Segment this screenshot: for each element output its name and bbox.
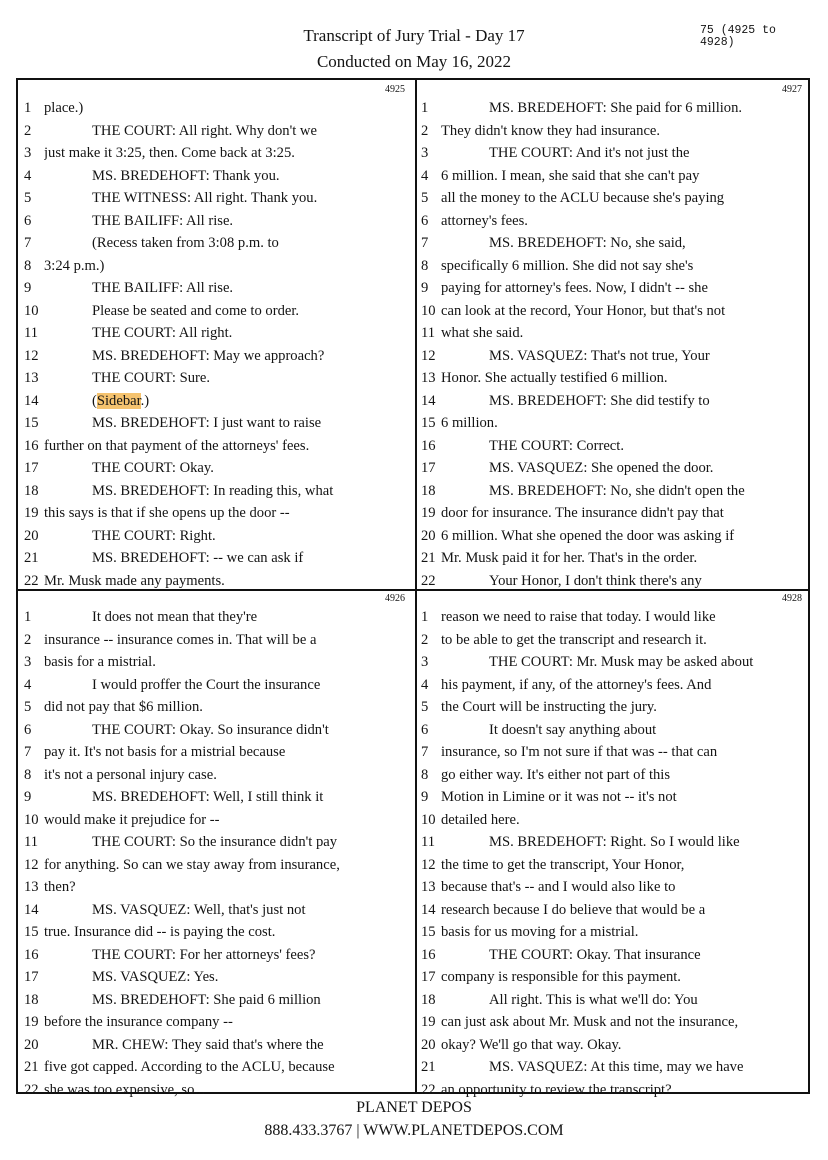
transcript-line <box>24 480 409 503</box>
text-fragment: .) <box>140 392 150 409</box>
transcript-line <box>24 606 409 629</box>
line-number: 8 <box>421 766 429 783</box>
line-text: It does not mean that they're <box>92 609 258 625</box>
line-number: 12 <box>24 856 39 873</box>
line-text: MS. BREDEHOFT: No, she said, <box>489 235 686 251</box>
transcript-line <box>24 944 409 967</box>
line-number: 5 <box>421 699 429 715</box>
line-number: 3 <box>421 654 429 670</box>
transcript-line <box>24 899 409 922</box>
line-text: THE COURT: For her attorneys' fees? <box>92 946 316 963</box>
transcript-line <box>24 435 409 458</box>
line-text: MS. BREDEHOFT: I just want to raise <box>92 415 322 431</box>
transcript-line <box>421 300 806 323</box>
line-number: 13 <box>24 370 39 386</box>
transcript-line <box>421 1034 806 1057</box>
line-text: his payment, if any, of the attorney's fees. And <box>441 676 712 693</box>
line-number: 20 <box>421 1036 436 1053</box>
line-number: 20 <box>421 527 436 544</box>
transcript-line <box>24 255 409 278</box>
transcript-line <box>24 741 409 764</box>
line-text: Please be seated and come to order. <box>92 302 300 319</box>
transcript-line <box>24 1034 409 1057</box>
page-panel-4927 <box>417 82 810 588</box>
transcript-line <box>421 629 806 652</box>
transcript-line <box>24 966 409 989</box>
line-text: the Court will be instructing the jury. <box>441 699 657 715</box>
footer-company: PLANET DEPOS <box>356 1099 472 1116</box>
line-text: THE COURT: All right. <box>92 325 233 341</box>
line-text: because that's -- and I would also like to <box>441 879 676 895</box>
line-text: research because I do believe that would be a <box>441 901 706 918</box>
line-number: 8 <box>24 766 32 783</box>
line-text: specifically 6 million. She did not say she's <box>441 257 694 274</box>
transcript-line <box>421 719 806 742</box>
line-number: 12 <box>24 347 39 364</box>
transcript-line <box>24 1056 409 1079</box>
line-number: 11 <box>421 834 436 850</box>
line-number: 17 <box>24 460 39 476</box>
line-text: MS. VASQUEZ: She opened the door. <box>489 460 714 476</box>
line-number: 11 <box>421 325 436 341</box>
line-number: 13 <box>421 370 436 386</box>
line-number: 19 <box>24 505 39 521</box>
line-number: 22 <box>421 572 436 588</box>
transcript-line <box>421 1011 806 1034</box>
line-text: They didn't know they had insurance. <box>441 122 661 139</box>
line-number: 18 <box>24 482 39 499</box>
line-number: 7 <box>421 744 429 760</box>
line-text: 6 million. I mean, she said that she can't pay <box>441 167 700 184</box>
line-number: 22 <box>24 572 39 588</box>
line-text: MS. VASQUEZ: Yes. <box>92 969 219 985</box>
line-text: MS. BREDEHOFT: May we approach? <box>92 347 325 364</box>
page-number: 4927 <box>782 84 802 95</box>
line-text: THE COURT: Okay. <box>92 460 214 476</box>
line-number: 21 <box>421 1059 436 1075</box>
transcript-line <box>24 412 409 435</box>
line-text: before the insurance company -- <box>44 1014 233 1030</box>
line-number: 14 <box>421 901 436 918</box>
line-number: 2 <box>24 122 32 139</box>
line-text: would make it prejudice for -- <box>44 811 220 828</box>
transcript-date: Conducted on May 16, 2022 <box>316 52 512 71</box>
line-text: it's not a personal injury case. <box>44 766 217 783</box>
transcript-line <box>24 719 409 742</box>
line-number: 19 <box>24 1014 39 1030</box>
line-text: MS. BREDEHOFT: Well, I still think it <box>92 789 324 805</box>
transcript-line <box>421 989 806 1012</box>
transcript-line <box>24 345 409 368</box>
line-text: MS. BREDEHOFT: She did testify to <box>489 392 710 409</box>
line-text: further on that payment of the attorneys' fees. <box>44 437 310 454</box>
transcript-line <box>421 435 806 458</box>
line-text: for anything. So can we stay away from insurance, <box>44 856 340 873</box>
line-text: insurance, so I'm not sure if that was -- that can <box>441 744 718 760</box>
transcript-grid <box>16 78 810 1097</box>
line-text: 6 million. What she opened the door was asking if <box>441 527 735 544</box>
line-text: this says is that if she opens up the door -- <box>44 505 290 521</box>
transcript-line <box>421 809 806 832</box>
transcript-line <box>24 457 409 480</box>
line-number: 5 <box>24 699 32 715</box>
line-text: Mr. Musk paid it for her. That's in the order. <box>441 550 698 566</box>
line-text: an opportunity to review the transcript? <box>441 1081 672 1097</box>
line-text: It doesn't say anything about <box>489 721 657 738</box>
line-text: MS. BREDEHOFT: She paid 6 million <box>92 991 321 1008</box>
line-text: Honor. She actually testified 6 million. <box>441 370 668 386</box>
transcript-line <box>24 120 409 143</box>
transcript-line <box>421 345 806 368</box>
transcript-line <box>421 921 806 944</box>
transcript-line <box>24 187 409 210</box>
line-number: 6 <box>421 212 429 229</box>
line-number: 9 <box>421 789 429 805</box>
line-text: what she said. <box>441 325 524 341</box>
line-text: MS. BREDEHOFT: Thank you. <box>92 167 280 184</box>
line-text: THE COURT: Okay. That insurance <box>489 946 701 963</box>
line-text: THE COURT: Mr. Musk may be asked about <box>489 654 754 670</box>
line-text: then? <box>44 879 76 895</box>
line-number: 9 <box>24 789 32 805</box>
line-number: 16 <box>421 437 436 454</box>
transcript-line <box>421 322 806 345</box>
transcript-line <box>421 187 806 210</box>
transcript-line <box>421 1056 806 1079</box>
page-panel-4926 <box>20 591 413 1097</box>
transcript-line <box>24 854 409 877</box>
line-text: MS. VASQUEZ: That's not true, Your <box>489 347 710 364</box>
line-number: 10 <box>421 811 436 828</box>
line-number: 21 <box>24 1059 39 1075</box>
line-number: 7 <box>24 235 32 251</box>
transcript-line <box>421 786 806 809</box>
line-text: go either way. It's either not part of this <box>441 766 671 783</box>
transcript-line <box>421 97 806 120</box>
transcript-line <box>421 1079 806 1098</box>
line-number: 22 <box>24 1081 39 1097</box>
line-number: 7 <box>421 235 429 251</box>
line-text: true. Insurance did -- is paying the cost. <box>44 924 276 940</box>
line-text: THE COURT: Sure. <box>92 370 210 386</box>
line-text: (Recess taken from 3:08 p.m. to <box>92 235 279 251</box>
transcript-line <box>24 696 409 719</box>
line-number: 2 <box>421 631 429 648</box>
line-text: THE BAILIFF: All rise. <box>92 280 234 296</box>
line-number: 15 <box>24 415 39 431</box>
line-number: 21 <box>24 550 39 566</box>
line-text: I would proffer the Court the insurance <box>92 676 321 693</box>
transcript-line <box>24 165 409 188</box>
page-panel-4925 <box>20 82 413 588</box>
transcript-line <box>421 854 806 877</box>
transcript-line <box>421 570 806 589</box>
line-number: 11 <box>24 834 39 850</box>
line-text: place.) <box>44 100 84 116</box>
line-text: basis for us moving for a mistrial. <box>441 924 639 940</box>
line-text: company is responsible for this payment. <box>441 969 681 985</box>
transcript-line <box>24 809 409 832</box>
line-number: 5 <box>24 190 32 206</box>
line-text: she was too expensive, so... <box>44 1081 206 1097</box>
transcript-line <box>421 741 806 764</box>
line-number: 8 <box>24 257 32 274</box>
line-number: 10 <box>24 302 39 319</box>
line-text: Motion in Limine or it was not -- it's not <box>441 789 677 805</box>
line-text: All right. This is what we'll do: You <box>489 991 698 1008</box>
line-text: MS. BREDEHOFT: Right. So I would like <box>489 834 740 850</box>
transcript-line <box>24 1079 409 1098</box>
line-text: MR. CHEW: They said that's where the <box>92 1036 324 1053</box>
transcript-line <box>24 300 409 323</box>
transcript-line <box>24 367 409 390</box>
line-text: THE COURT: Correct. <box>489 437 624 454</box>
line-text <box>44 390 409 413</box>
line-number: 10 <box>24 811 39 828</box>
line-number: 2 <box>24 631 32 648</box>
line-number: 9 <box>421 280 429 296</box>
line-number: 16 <box>24 946 39 963</box>
transcript-line <box>24 629 409 652</box>
transcript-line <box>24 831 409 854</box>
line-number: 15 <box>24 924 39 940</box>
transcript-line <box>24 674 409 697</box>
line-text: to be able to get the transcript and research it. <box>441 631 707 648</box>
line-number: 15 <box>421 415 436 431</box>
line-number: 3 <box>24 654 32 670</box>
line-number: 5 <box>421 190 429 206</box>
line-text: can look at the record, Your Honor, but that's not <box>441 302 726 319</box>
line-number: 20 <box>24 1036 39 1053</box>
line-text: THE COURT: So the insurance didn't pay <box>92 834 338 850</box>
line-text: MS. VASQUEZ: At this time, may we have <box>489 1059 744 1075</box>
line-text: basis for a mistrial. <box>44 654 156 670</box>
line-text: MS. BREDEHOFT: She paid for 6 million. <box>489 100 743 116</box>
line-text: okay? We'll go that way. Okay. <box>441 1036 622 1053</box>
page-number: 4926 <box>385 593 405 604</box>
transcript-line <box>421 142 806 165</box>
line-text: THE COURT: All right. Why don't we <box>92 122 317 139</box>
page-number: 4925 <box>385 84 405 95</box>
line-text: 3:24 p.m.) <box>44 257 105 274</box>
line-number: 6 <box>24 212 32 229</box>
transcript-line <box>24 232 409 255</box>
line-number: 19 <box>421 1014 436 1030</box>
transcript-line <box>24 651 409 674</box>
line-number: 6 <box>24 721 32 738</box>
line-number: 13 <box>421 879 436 895</box>
line-text: insurance -- insurance comes in. That will be a <box>44 631 317 648</box>
line-text: MS. BREDEHOFT: In reading this, what <box>92 482 334 499</box>
line-text: THE COURT: And it's not just the <box>489 145 690 161</box>
transcript-line <box>421 764 806 787</box>
line-text: the time to get the transcript, Your Honor, <box>441 856 685 873</box>
line-number: 17 <box>24 969 39 985</box>
line-number: 9 <box>24 280 32 296</box>
line-number: 6 <box>421 721 429 738</box>
line-number: 1 <box>24 100 32 116</box>
line-text: detailed here. <box>441 811 520 828</box>
transcript-line <box>421 412 806 435</box>
line-number: 8 <box>421 257 429 274</box>
line-number: 3 <box>421 145 429 161</box>
line-text: Your Honor, I don't think there's any <box>489 572 702 588</box>
line-text: THE WITNESS: All right. Thank you. <box>92 190 318 206</box>
transcript-line <box>421 120 806 143</box>
transcript-title: Transcript of Jury Trial - Day 17 <box>303 26 525 45</box>
line-number: 4 <box>421 676 429 693</box>
transcript-line <box>24 390 409 413</box>
line-number: 10 <box>421 302 436 319</box>
line-number: 11 <box>24 325 39 341</box>
line-number: 3 <box>24 145 32 161</box>
transcript-line <box>24 322 409 345</box>
line-number: 18 <box>421 482 436 499</box>
transcript-line <box>421 547 806 570</box>
line-text: can just ask about Mr. Musk and not the insurance, <box>441 1014 739 1030</box>
line-text: five got capped. According to the ACLU, because <box>44 1059 335 1075</box>
transcript-line <box>421 390 806 413</box>
transcript-line <box>421 210 806 233</box>
transcript-line <box>421 944 806 967</box>
line-text: 6 million. <box>441 415 498 431</box>
transcript-line <box>421 525 806 548</box>
transcript-line <box>421 277 806 300</box>
transcript-line <box>24 570 409 589</box>
line-number: 19 <box>421 505 436 521</box>
transcript-line <box>421 457 806 480</box>
transcript-line <box>421 651 806 674</box>
line-number: 16 <box>24 437 39 454</box>
line-number: 14 <box>24 392 39 409</box>
transcript-line <box>421 606 806 629</box>
line-text: pay it. It's not basis for a mistrial because <box>44 744 286 760</box>
line-number: 16 <box>421 946 436 963</box>
line-number: 4 <box>421 167 429 184</box>
transcript-line <box>421 165 806 188</box>
transcript-line <box>421 367 806 390</box>
highlighted-text: Sidebar <box>96 392 141 409</box>
line-number: 15 <box>421 924 436 940</box>
transcript-line <box>421 232 806 255</box>
line-text: THE COURT: Right. <box>92 527 216 544</box>
transcript-line <box>24 547 409 570</box>
transcript-line <box>24 876 409 899</box>
line-number: 18 <box>24 991 39 1008</box>
footer-contact: 888.433.3767 | WWW.PLANETDEPOS.COM <box>264 1122 564 1139</box>
transcript-line <box>24 277 409 300</box>
line-number: 1 <box>24 609 32 625</box>
transcript-line <box>24 502 409 525</box>
line-number: 14 <box>421 392 436 409</box>
line-text: Mr. Musk made any payments. <box>44 572 225 588</box>
page-panel-4928 <box>417 591 810 1097</box>
line-number: 4 <box>24 167 32 184</box>
line-number: 18 <box>421 991 436 1008</box>
line-number: 13 <box>24 879 39 895</box>
line-number: 17 <box>421 460 436 476</box>
line-number: 22 <box>421 1081 436 1097</box>
line-text: paying for attorney's fees. Now, I didn't -- she <box>441 280 708 296</box>
transcript-line <box>421 876 806 899</box>
line-number: 1 <box>421 100 429 116</box>
transcript-line <box>24 210 409 233</box>
transcript-line <box>421 696 806 719</box>
transcript-line <box>421 502 806 525</box>
line-text: attorney's fees. <box>441 212 528 229</box>
line-text: THE COURT: Okay. So insurance didn't <box>92 721 329 738</box>
transcript-line <box>421 674 806 697</box>
transcript-line <box>24 989 409 1012</box>
transcript-line <box>24 142 409 165</box>
transcript-line <box>24 764 409 787</box>
page-number: 4928 <box>782 593 802 604</box>
line-text: reason we need to raise that today. I would like <box>441 609 716 625</box>
line-text: door for insurance. The insurance didn't pay that <box>441 505 724 521</box>
transcript-line <box>24 921 409 944</box>
line-number: 7 <box>24 744 32 760</box>
line-text: just make it 3:25, then. Come back at 3:25. <box>44 145 295 161</box>
line-number: 17 <box>421 969 436 985</box>
transcript-line <box>421 899 806 922</box>
transcript-line <box>24 786 409 809</box>
transcript-line <box>24 1011 409 1034</box>
line-number: 12 <box>421 347 436 364</box>
text-fragment: ( <box>92 392 97 409</box>
line-number: 14 <box>24 901 39 918</box>
transcript-line <box>24 525 409 548</box>
line-number: 12 <box>421 856 436 873</box>
transcript-line <box>421 255 806 278</box>
transcript-line <box>421 966 806 989</box>
page-range-label: 75 (4925 to 4928) <box>700 24 776 49</box>
line-text: THE BAILIFF: All rise. <box>92 212 234 229</box>
transcript-line <box>421 480 806 503</box>
line-text: all the money to the ACLU because she's paying <box>441 190 725 206</box>
line-number: 2 <box>421 122 429 139</box>
transcript-line <box>421 831 806 854</box>
line-text: did not pay that $6 million. <box>44 699 203 715</box>
line-number: 20 <box>24 527 39 544</box>
transcript-line <box>24 97 409 120</box>
line-text: MS. BREDEHOFT: -- we can ask if <box>92 550 304 566</box>
line-number: 4 <box>24 676 32 693</box>
line-number: 21 <box>421 550 436 566</box>
line-text: MS. BREDEHOFT: No, she didn't open the <box>489 482 745 499</box>
line-number: 1 <box>421 609 429 625</box>
line-text: MS. VASQUEZ: Well, that's just not <box>92 901 306 918</box>
